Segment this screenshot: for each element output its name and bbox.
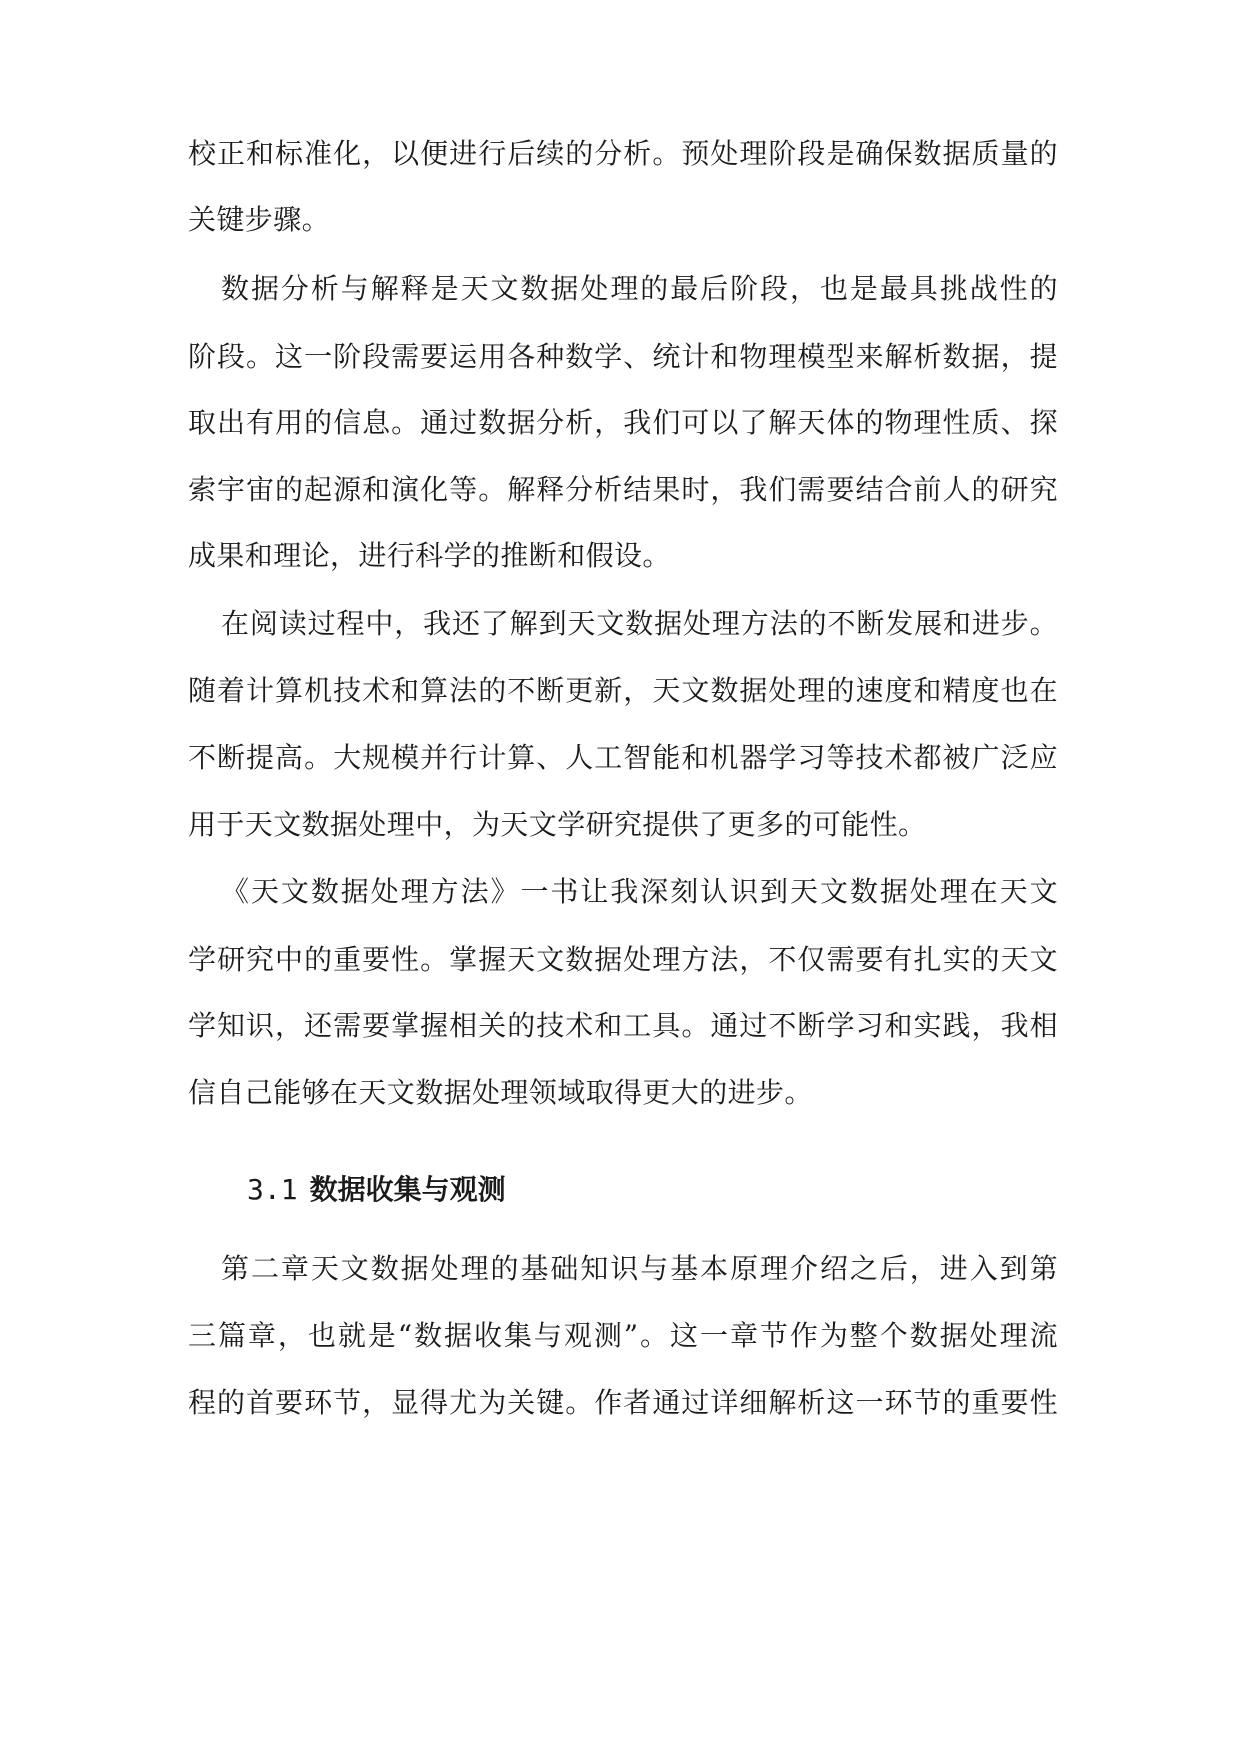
text-line: 校正和标准化，以便进行后续的分析。预处理阶段是确保数据质量的 (188, 137, 1058, 170)
section-heading (247, 1170, 847, 1210)
text-line: 在阅读过程中，我还了解到天文数据处理方法的不断发展和进步。 (221, 607, 1058, 640)
text-line: 第二章天文数据处理的基础知识与基本原理介绍之后，进入到第 (221, 1252, 1058, 1285)
text-line: 信自己能够在天文数据处理领域取得更大的进步。 (188, 1076, 813, 1109)
text-line: 索宇宙的起源和演化等。解释分析结果时，我们需要结合前人的研究 (188, 473, 1058, 506)
text-line: 数据分析与解释是天文数据处理的最后阶段，也是最具挑战性的 (221, 272, 1058, 305)
text-line: 不断提高。大规模并行计算、人工智能和机器学习等技术都被广泛应 (188, 741, 1058, 774)
text-line: 成果和理论，进行科学的推断和假设。 (188, 539, 671, 572)
text-line: 三篇章，也就是“数据收集与观测”。这一章节作为整个数据处理流 (188, 1319, 1058, 1352)
section-number: 3.1 (247, 1173, 298, 1206)
text-line: 学知识，还需要掌握相关的技术和工具。通过不断学习和实践，我相 (188, 1009, 1058, 1042)
text-line: 关键步骤。 (188, 203, 331, 236)
text-line: 随着计算机技术和算法的不断更新，天文数据处理的速度和精度也在 (188, 674, 1058, 707)
text-line: 学研究中的重要性。掌握天文数据处理方法，不仅需要有扎实的天文 (188, 943, 1058, 976)
text-line: 程的首要环节，显得尤为关键。作者通过详细解析这一环节的重要性 (188, 1386, 1058, 1419)
text-line: 用于天文数据处理中，为天文学研究提供了更多的可能性。 (188, 808, 927, 841)
text-line: 《天文数据处理方法》一书让我深刻认识到天文数据处理在天文 (221, 875, 1058, 908)
text-line: 取出有用的信息。通过数据分析，我们可以了解天体的物理性质、探 (188, 406, 1058, 439)
text-line: 阶段。这一阶段需要运用各种数学、统计和物理模型来解析数据，提 (188, 340, 1058, 373)
section-title: 数据收集与观测 (309, 1173, 506, 1206)
